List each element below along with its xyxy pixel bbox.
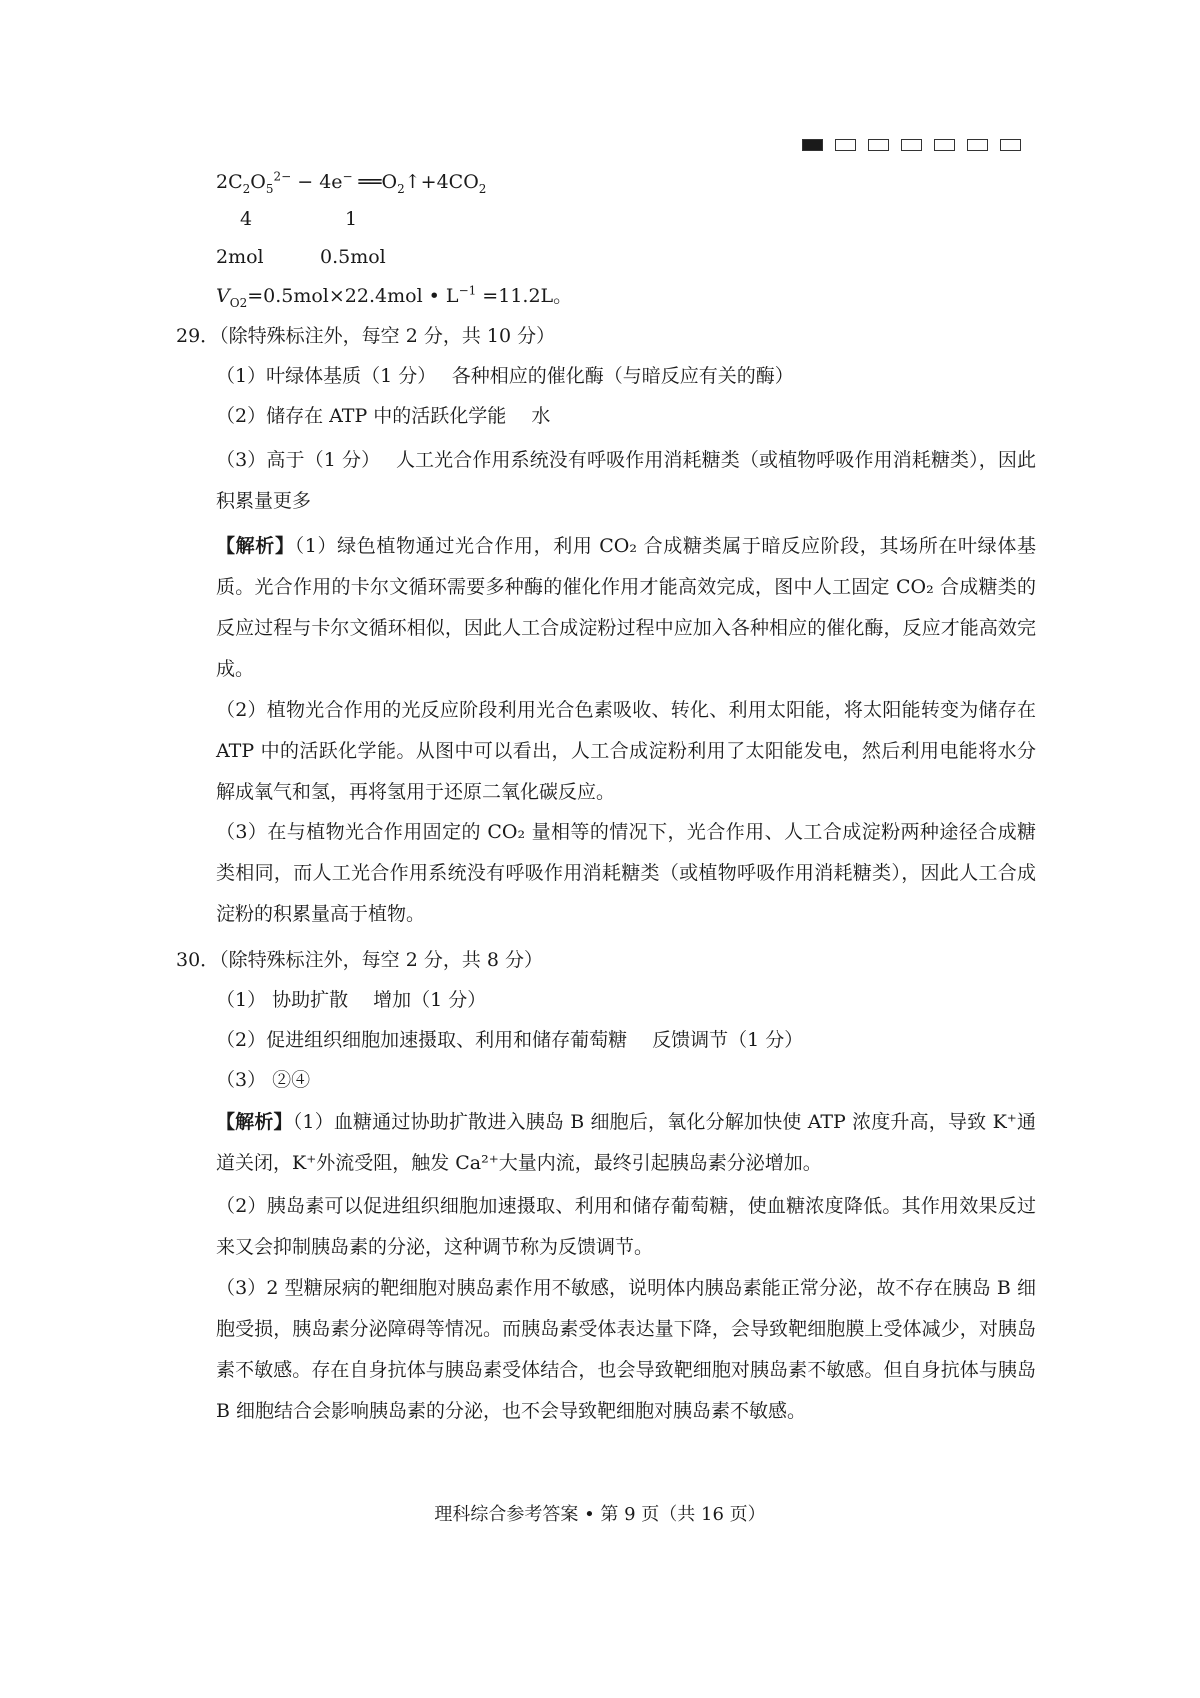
- progress-box: [835, 139, 856, 151]
- coef-left: 4: [240, 208, 253, 230]
- q30-answer-3: （3） ②④: [216, 1069, 311, 1091]
- amount-left: 2mol: [216, 246, 264, 268]
- q29-answer-3: （3）高于（1 分） 人工光合作用系统没有呼吸作用消耗糖类（或植物呼吸作用消耗糖类），因此积累量更多: [216, 449, 1036, 512]
- q30-analysis-3: （3）2 型糖尿病的靶细胞对胰岛素作用不敏感，说明体内胰岛素能正常分泌，故不存在胰岛 B 细胞受损，胰岛素分泌障碍等情况。而胰岛素受体表达量下降，会导致靶细胞膜上受体减少，对胰岛素不敏感。存在自身抗体与胰岛素受体结合，也会导致靶细胞对胰岛素不敏感。但自身抗体与胰岛 B 细胞结合会影响胰岛素的分泌，也不会导致靶细胞对胰岛素不敏感。: [216, 1277, 1036, 1422]
- amount-right: 0.5mol: [320, 246, 386, 268]
- progress-box: [1000, 139, 1021, 151]
- q30-answer-2: （2）促进组织细胞加速摄取、利用和储存葡萄糖 反馈调节（1 分）: [216, 1029, 804, 1051]
- coef-right: 1: [345, 208, 358, 230]
- q29-analysis-2: （2）植物光合作用的光反应阶段利用光合色素吸收、转化、利用太阳能，将太阳能转变为储存在 ATP 中的活跃化学能。从图中可以看出，人工合成淀粉利用了太阳能发电，然后利用电能将水分解成氧气和氢，再将氢用于还原二氧化碳反应。: [216, 699, 1036, 803]
- analysis-label: 【解析】: [216, 1111, 293, 1133]
- q29-analysis-3: （3）在与植物光合作用固定的 CO₂ 量相等的情况下，光合作用、人工合成淀粉两种途径合成糖类相同，而人工光合作用系统没有呼吸作用消耗糖类（或植物呼吸作用消耗糖类），因此人工合成淀粉的积累量高于植物。: [216, 821, 1036, 925]
- progress-box: [967, 139, 988, 151]
- progress-box: [868, 139, 889, 151]
- q29-title: 29．（除特殊标注外，每空 2 分，共 10 分）: [176, 325, 556, 347]
- q30-analysis-2: （2）胰岛素可以促进组织细胞加速摄取、利用和储存葡萄糖，使血糖浓度降低。其作用效果反过来又会抑制胰岛素的分泌，这种调节称为反馈调节。: [216, 1195, 1036, 1258]
- progress-box: [901, 139, 922, 151]
- page-progress-indicator: [802, 139, 1021, 151]
- q30-answer-1: （1） 协助扩散 增加（1 分）: [216, 989, 487, 1011]
- q30-analysis-1: 【解析】（1）血糖通过协助扩散进入胰岛 B 细胞后，氧化分解加快使 ATP 浓度升高，导致 K⁺通道关闭，K⁺外流受阻，触发 Ca²⁺大量内流，最终引起胰岛素分泌增加。: [216, 1111, 1036, 1174]
- q29-answer-2: （2）储存在 ATP 中的活跃化学能 水: [216, 405, 551, 427]
- q29-answer-1: （1）叶绿体基质（1 分） 各种相应的催化酶（与暗反应有关的酶）: [216, 365, 794, 387]
- analysis-label: 【解析】: [216, 535, 295, 557]
- q29-analysis-1: 【解析】（1）绿色植物通过光合作用，利用 CO₂ 合成糖类属于暗反应阶段，其场所在叶绿体基质。光合作用的卡尔文循环需要多种酶的催化作用才能高效完成，图中人工固定 CO₂ 合成糖类的反应过程与卡尔文循环相似，因此人工合成淀粉过程中应加入各种相应的催化酶，反应才能高效完成。: [216, 535, 1036, 680]
- progress-box-current: [802, 139, 823, 151]
- reaction-equation: $2C_2O_5^{2-} - 4e^-$ $══O_2↑+4CO_2$: [216, 169, 487, 196]
- volume-equation: $V_{O2}=0.5mol\times 22.4mol$ • $L^{-1} =11.2L$。: [216, 283, 573, 310]
- progress-box: [934, 139, 955, 151]
- page-footer: 理科综合参考答案 • 第 9 页（共 16 页）: [434, 1504, 766, 1525]
- q30-title: 30．（除特殊标注外，每空 2 分，共 8 分）: [176, 949, 544, 971]
